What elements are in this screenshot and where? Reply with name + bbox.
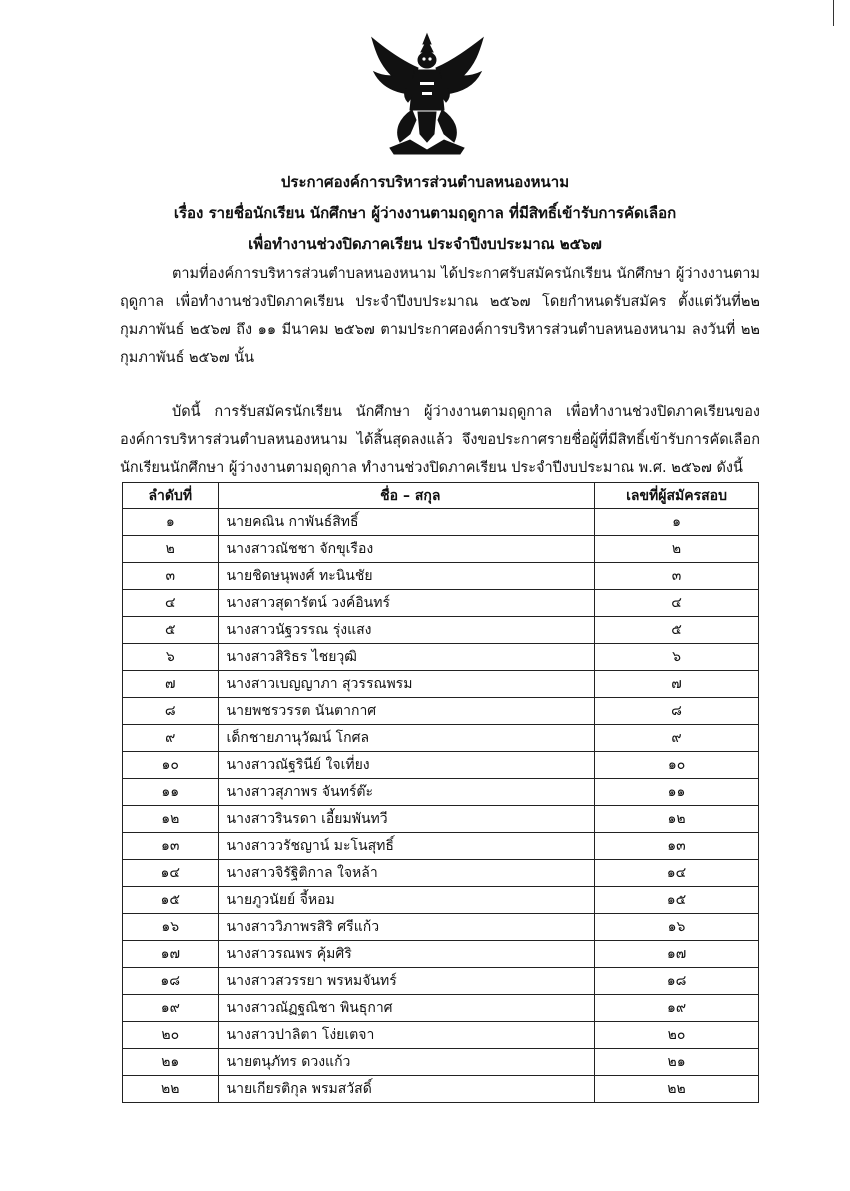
row-name-cell: นางสาวรณพร คุ้มศิริ [218,941,595,968]
row-applicant-no-cell: ๑๓ [595,833,759,860]
table-row [123,617,759,644]
row-applicant-no-cell: ๗ [595,671,759,698]
row-name-cell: นางสาวสุดารัตน์ วงค์อินทร์ [218,590,595,617]
row-order-cell: ๒๒ [123,1076,219,1103]
row-order-cell: ๑๙ [123,995,219,1022]
table-row [123,887,759,914]
row-applicant-no-cell: ๑ [595,509,759,536]
row-order-cell: ๗ [123,671,219,698]
row-applicant-no-cell: ๙ [595,725,759,752]
row-order-cell: ๘ [123,698,219,725]
table-row [123,1076,759,1103]
table-row [123,833,759,860]
table-row [123,671,759,698]
row-applicant-no-cell: ๓ [595,563,759,590]
table-row [123,1049,759,1076]
row-applicant-no-cell: ๑๒ [595,806,759,833]
row-order-cell: ๔ [123,590,219,617]
row-applicant-no-cell: ๑๐ [595,752,759,779]
table-row [123,1022,759,1049]
intro-paragraph: ตามที่องค์การบริหารส่วนตำบลหนองหนาม ได้ประกาศรับสมัครนักเรียน นักศึกษา ผู้ว่างงานตามฤดูกาล เพื่อทำงานช่วงปิดภาคเรียน ประจำปีงบประมาณ ๒๕๖๗ โดยกำหนดรับสมัคร ตั้งแต่วันที่๒๒ กุมภาพันธ์ ๒๕๖๗ ถึง ๑๑ มีนาคม ๒๕๖๗ ตามประกาศองค์การบริหารส่วนตำบลหนองหนาม ลงวันที่ ๒๒ กุมภาพันธ์ ๒๕๖๗ นั้น [120,266,760,366]
table-row [123,698,759,725]
row-name-cell: นางสาวปาลิตา โง่ยเตจา [218,1022,595,1049]
row-applicant-no-cell: ๑๑ [595,779,759,806]
garuda-emblem-icon [370,30,485,160]
row-name-cell: นางสาวณัชชา จักขุเรือง [218,536,595,563]
row-applicant-no-cell: ๑๙ [595,995,759,1022]
row-name-cell: นางสาวสิริธร ไชยวุฒิ [218,644,595,671]
header-order: ลำดับที่ [123,483,219,509]
row-name-cell: นางสาวรินรดา เอี้ยมพันทวี [218,806,595,833]
row-name-cell: นายพชรวรรต นันตากาศ [218,698,595,725]
row-applicant-no-cell: ๕ [595,617,759,644]
row-name-cell: นางสาวสุภาพร จันทร์ต๊ะ [218,779,595,806]
table-body [123,509,759,1103]
row-applicant-no-cell: ๒๒ [595,1076,759,1103]
header-name: ชื่อ – สกุล [218,483,595,509]
table-header-row [123,483,759,509]
row-name-cell: นายคณิน กาพันธ์สิทธิ์ [218,509,595,536]
row-applicant-no-cell: ๑๖ [595,914,759,941]
row-order-cell: ๑๐ [123,752,219,779]
row-order-cell: ๒ [123,536,219,563]
table-row [123,995,759,1022]
row-order-cell: ๑๑ [123,779,219,806]
row-order-cell: ๙ [123,725,219,752]
scan-edge-mark [833,0,834,26]
row-order-cell: ๓ [123,563,219,590]
row-order-cell: ๑๔ [123,860,219,887]
row-name-cell: นายภูวนัยย์ จี้หอม [218,887,595,914]
table-row [123,860,759,887]
table-row [123,563,759,590]
row-name-cell: นางสาวสวรรยา พรหมจันทร์ [218,968,595,995]
row-order-cell: ๑๒ [123,806,219,833]
table-row [123,752,759,779]
table-row [123,779,759,806]
row-order-cell: ๒๐ [123,1022,219,1049]
row-name-cell: นางสาวนัฐวรรณ รุ่งแสง [218,617,595,644]
row-applicant-no-cell: ๔ [595,590,759,617]
header-applicant-no: เลขที่ผู้สมัครสอบ [595,483,759,509]
row-name-cell: นางสาวเบญญาภา สุวรรณพรม [218,671,595,698]
row-order-cell: ๑ [123,509,219,536]
row-name-cell: นายเกียรติกุล พรมสวัสดิ์ [218,1076,595,1103]
row-order-cell: ๖ [123,644,219,671]
row-name-cell: นางสาววรัชญาน์ มะโนสุทธิ์ [218,833,595,860]
row-order-cell: ๑๗ [123,941,219,968]
row-name-cell: นายตนุภัทร ดวงแก้ว [218,1049,595,1076]
row-applicant-no-cell: ๑๗ [595,941,759,968]
row-order-cell: ๕ [123,617,219,644]
row-applicant-no-cell: ๘ [595,698,759,725]
row-name-cell: นางสาววิภาพรสิริ ศรีแก้ว [218,914,595,941]
row-name-cell: นางสาวณัฐรินีย์ ใจเที่ยง [218,752,595,779]
row-applicant-no-cell: ๒๑ [595,1049,759,1076]
row-applicant-no-cell: ๒ [595,536,759,563]
row-applicant-no-cell: ๑๕ [595,887,759,914]
table-row [123,914,759,941]
table-row [123,590,759,617]
announcement-subtitle: เพื่อทำงานช่วงปิดภาคเรียน ประจำปีงบประมาณ ๒๕๖๗ [248,235,602,253]
row-name-cell: นางสาวณัฏฐณิชา พินธุกาศ [218,995,595,1022]
row-applicant-no-cell: ๖ [595,644,759,671]
table-row [123,806,759,833]
table-row [123,536,759,563]
result-paragraph: บัดนี้ การรับสมัครนักเรียน นักศึกษา ผู้ว่างงานตามฤดูกาล เพื่อทำงานช่วงปิดภาคเรียนขององค์การบริหารส่วนตำบลหนองหนาม ได้สิ้นสุดลงแล้ว จึงขอประกาศรายชื่อผู้ที่มีสิทธิ์เข้ารับการคัดเลือกนักเรียนนักศึกษา ผู้ว่างงานตามฤดูกาล ทำงานช่วงปิดภาคเรียน ประจำปีงบประมาณ พ.ศ. ๒๕๖๗ ดังนี้ [120,404,760,476]
row-order-cell: ๑๘ [123,968,219,995]
table-row [123,725,759,752]
table-row [123,941,759,968]
announcement-subject: เรื่อง รายชื่อนักเรียน นักศึกษา ผู้ว่างงานตามฤดูกาล ที่มีสิทธิ์เข้ารับการคัดเลือก [173,204,677,222]
table-row [123,644,759,671]
row-order-cell: ๑๓ [123,833,219,860]
applicant-table [122,482,759,1103]
announcement-title: ประกาศองค์การบริหารส่วนตำบลหนองหนาม [280,173,570,191]
row-order-cell: ๒๑ [123,1049,219,1076]
table-row [123,509,759,536]
row-name-cell: เด็กชายภานุวัฒน์ โกศล [218,725,595,752]
row-applicant-no-cell: ๑๘ [595,968,759,995]
row-order-cell: ๑๖ [123,914,219,941]
row-name-cell: นางสาวจิรัฐิติกาล ใจหล้า [218,860,595,887]
row-applicant-no-cell: ๒๐ [595,1022,759,1049]
row-applicant-no-cell: ๑๔ [595,860,759,887]
row-name-cell: นายชิดษนุพงศ์ ทะนินชัย [218,563,595,590]
row-order-cell: ๑๕ [123,887,219,914]
table-row [123,968,759,995]
